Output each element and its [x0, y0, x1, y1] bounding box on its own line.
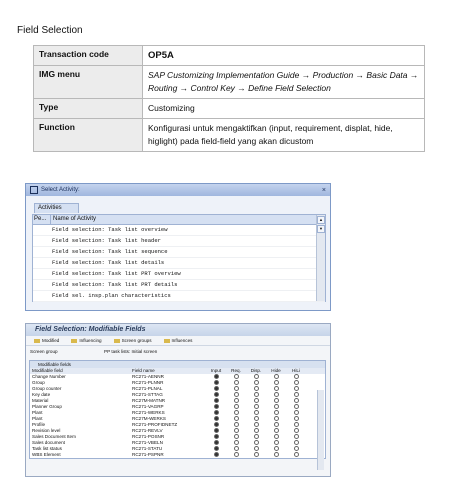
hili-radio[interactable] [294, 452, 299, 457]
hide-radio[interactable] [274, 404, 279, 409]
disp-radio[interactable] [254, 416, 259, 421]
hide-radio[interactable] [274, 416, 279, 421]
grid-header [33, 215, 325, 225]
disp-radio[interactable] [254, 410, 259, 415]
table-row [34, 46, 425, 66]
influencing-button[interactable]: Influencing [71, 336, 101, 345]
activity-list [33, 225, 325, 302]
hide-radio[interactable] [274, 452, 279, 457]
field-name: RC271-PLNNR [132, 380, 164, 385]
hili-radio[interactable] [294, 386, 299, 391]
screen-group-row [26, 346, 330, 357]
fields-scrollbar[interactable] [317, 390, 324, 470]
header-disp: Disp. [250, 368, 262, 373]
function-label: Function [34, 119, 143, 152]
activity-name: Field selection: Task list PRT details [52, 281, 178, 288]
fields-list [30, 374, 325, 458]
hili-radio-cell [286, 452, 306, 458]
hide-radio[interactable] [274, 422, 279, 427]
req-radio[interactable] [234, 410, 239, 415]
modifiable-field: Task list status [32, 446, 62, 451]
disp-radio[interactable] [254, 434, 259, 439]
req-radio[interactable] [234, 434, 239, 439]
field-name: RC271-STTAG [132, 392, 163, 397]
modifiable-field: WBS Element [32, 452, 61, 457]
modifiable-field: Sales Document Item [32, 434, 76, 439]
req-radio-cell [226, 452, 246, 458]
field-name: RC271-STATU [132, 446, 163, 451]
modifiable-field: Plant [32, 410, 43, 415]
activity-row[interactable] [33, 225, 325, 236]
type-value: Customizing [143, 99, 425, 119]
scroll-up-icon[interactable]: ▲ [317, 216, 325, 224]
modifiable-field: Key date [32, 392, 51, 397]
dialog-titlebar [26, 184, 330, 196]
select-activity-dialog [25, 183, 331, 311]
disp-radio[interactable] [254, 380, 259, 385]
hide-radio[interactable] [274, 410, 279, 415]
input-radio[interactable] [214, 374, 219, 379]
hili-radio[interactable] [294, 428, 299, 433]
column-header-name[interactable]: Name of Activity [53, 216, 97, 222]
input-radio[interactable] [214, 392, 219, 397]
input-radio-cell [206, 452, 226, 458]
hide-radio[interactable] [274, 434, 279, 439]
activity-marker [33, 291, 50, 301]
input-radio[interactable] [214, 410, 219, 415]
transaction-code-label: Transaction code [34, 46, 143, 66]
column-header-pe[interactable]: Pe... [33, 215, 51, 224]
modifiable-field: Plant [32, 416, 43, 421]
disp-radio-cell [246, 452, 266, 458]
window-icon [30, 186, 38, 194]
hili-radio[interactable] [294, 446, 299, 451]
activity-marker [33, 280, 50, 290]
modified-button[interactable]: Modified [34, 336, 59, 345]
activity-marker [33, 225, 50, 235]
hide-radio[interactable] [274, 386, 279, 391]
hili-radio[interactable] [294, 422, 299, 427]
header-input: Input [210, 368, 222, 373]
field-name: RC271-REVLV [132, 428, 163, 433]
hili-radio[interactable] [294, 392, 299, 397]
field-name: RC271-PSPNR [132, 452, 164, 457]
input-radio[interactable] [214, 386, 219, 391]
req-radio[interactable] [234, 380, 239, 385]
modifiable-field: Sales document [32, 440, 65, 445]
type-label: Type [34, 99, 143, 119]
activity-name: Field selection: Task list sequence [52, 248, 168, 255]
input-radio[interactable] [214, 452, 219, 457]
disp-radio[interactable] [254, 440, 259, 445]
field-name: RC271-WERKS [132, 410, 165, 415]
field-name: RC271-PLNAL [132, 386, 163, 391]
modifiable-field: Change Number [32, 374, 66, 379]
field-name: RC27M-MATNR [132, 398, 166, 403]
field-name: RC271-AENNR [132, 374, 164, 379]
field-name: RC271-VBELN [132, 440, 163, 445]
table-row [34, 99, 425, 119]
hili-radio[interactable] [294, 440, 299, 445]
field-name: RC271-PROFIDNETZ [132, 422, 178, 427]
hili-radio[interactable] [294, 416, 299, 421]
screen-groups-button[interactable]: Screen groups [114, 336, 152, 345]
img-menu-value: SAP Customizing Implementation Guide → Production → Basic Data → Routing → Control Key → Define Field Selection [143, 66, 425, 99]
modifiable-fields-screen [25, 323, 331, 477]
field-row [30, 452, 325, 458]
input-radio[interactable] [214, 380, 219, 385]
modifiable-field: Group counter [32, 386, 62, 391]
tab-activities[interactable]: Activities [34, 203, 79, 213]
activity-marker [33, 269, 50, 279]
input-radio[interactable] [214, 422, 219, 427]
disp-radio[interactable] [254, 404, 259, 409]
disp-radio[interactable] [254, 386, 259, 391]
header-hide: Hide [271, 368, 281, 373]
activity-row[interactable] [33, 236, 325, 247]
vertical-scrollbar[interactable] [316, 215, 325, 301]
hili-radio[interactable] [294, 434, 299, 439]
activity-grid [32, 214, 326, 302]
table-row [34, 66, 425, 99]
img-menu-label: IMG menu [34, 66, 143, 99]
header-modifiable-field: Modifiable field [32, 368, 63, 373]
activity-marker [33, 258, 50, 268]
hili-radio[interactable] [294, 380, 299, 385]
modifiable-field: Planner Group [32, 404, 62, 409]
info-table [33, 45, 425, 152]
header-field-name: Field name [132, 368, 155, 373]
input-radio[interactable] [214, 434, 219, 439]
hide-radio[interactable] [274, 428, 279, 433]
activity-row[interactable] [33, 258, 325, 269]
input-radio[interactable] [214, 416, 219, 421]
field-name: RC27M-WERKS [132, 416, 166, 421]
input-radio[interactable] [214, 446, 219, 451]
scroll-down-icon[interactable]: ▼ [317, 225, 325, 233]
activity-name: Field selection: Task list overview [52, 226, 168, 233]
influences-button[interactable]: Influences [164, 336, 193, 345]
disp-radio[interactable] [254, 422, 259, 427]
modifiable-field: Profile [32, 422, 46, 427]
dialog-title: Select Activity: [41, 187, 80, 193]
disp-radio[interactable] [254, 446, 259, 451]
disp-radio[interactable] [254, 374, 259, 379]
activity-name: Field selection: Task list details [52, 259, 165, 266]
activity-row[interactable] [33, 291, 325, 302]
header-req: Req. [231, 368, 241, 373]
activity-name: Field selection: Task list header [52, 237, 161, 244]
disp-radio[interactable] [254, 452, 259, 457]
activity-row[interactable] [33, 247, 325, 258]
req-radio[interactable] [234, 422, 239, 427]
disp-radio[interactable] [254, 428, 259, 433]
hide-radio[interactable] [274, 392, 279, 397]
activity-row[interactable] [33, 280, 325, 291]
hili-radio[interactable] [294, 374, 299, 379]
input-radio[interactable] [214, 404, 219, 409]
function-value: Konfigurasi untuk mengaktifkan (input, requirement, displat, hide, higlight) pada field-field yang akan dicustom [143, 119, 425, 152]
modifiable-fields-panel [29, 360, 326, 459]
section-title: Field Selection [17, 25, 83, 36]
hide-radio[interactable] [274, 446, 279, 451]
req-radio[interactable] [234, 446, 239, 451]
field-name: RC271-POSNR [132, 434, 165, 439]
modifiable-field: Revision level [32, 428, 61, 433]
hili-radio[interactable] [294, 404, 299, 409]
input-radio[interactable] [214, 440, 219, 445]
req-radio[interactable] [234, 428, 239, 433]
transaction-code-value: OP5A [143, 46, 425, 66]
table-row [34, 119, 425, 152]
screen-group-label: Screen group [30, 349, 58, 354]
hide-radio[interactable] [274, 398, 279, 403]
req-radio[interactable] [234, 374, 239, 379]
activity-marker [33, 236, 50, 246]
req-radio[interactable] [234, 386, 239, 391]
req-radio[interactable] [234, 398, 239, 403]
panel-title: Modifiable fields [30, 361, 325, 368]
req-radio[interactable] [234, 440, 239, 445]
screen-group-value: PP task lists: Initial screen [104, 349, 158, 354]
hide-radio-cell [266, 452, 286, 458]
toolbar [26, 336, 330, 346]
modifiable-field: Group [32, 380, 45, 385]
hili-radio[interactable] [294, 410, 299, 415]
disp-radio[interactable] [254, 398, 259, 403]
activity-marker [33, 247, 50, 257]
req-radio[interactable] [234, 404, 239, 409]
hide-radio[interactable] [274, 380, 279, 385]
activity-name: Field selection: Task list PRT overview [52, 270, 181, 277]
header-hili: HiLi [292, 368, 300, 373]
modifiable-field: Material [32, 398, 49, 403]
disp-radio[interactable] [254, 392, 259, 397]
req-radio[interactable] [234, 416, 239, 421]
close-icon[interactable]: × [321, 186, 326, 194]
activity-name: Field sel. insp.plan characteristics [52, 292, 171, 299]
hili-radio[interactable] [294, 398, 299, 403]
req-radio[interactable] [234, 452, 239, 457]
activity-row[interactable] [33, 269, 325, 280]
screen-title: Field Selection: Modifiable Fields [26, 324, 330, 336]
input-radio[interactable] [214, 398, 219, 403]
field-name: RC271-VAGRP [132, 404, 164, 409]
hide-radio[interactable] [274, 374, 279, 379]
req-radio[interactable] [234, 392, 239, 397]
input-radio[interactable] [214, 428, 219, 433]
hide-radio[interactable] [274, 440, 279, 445]
